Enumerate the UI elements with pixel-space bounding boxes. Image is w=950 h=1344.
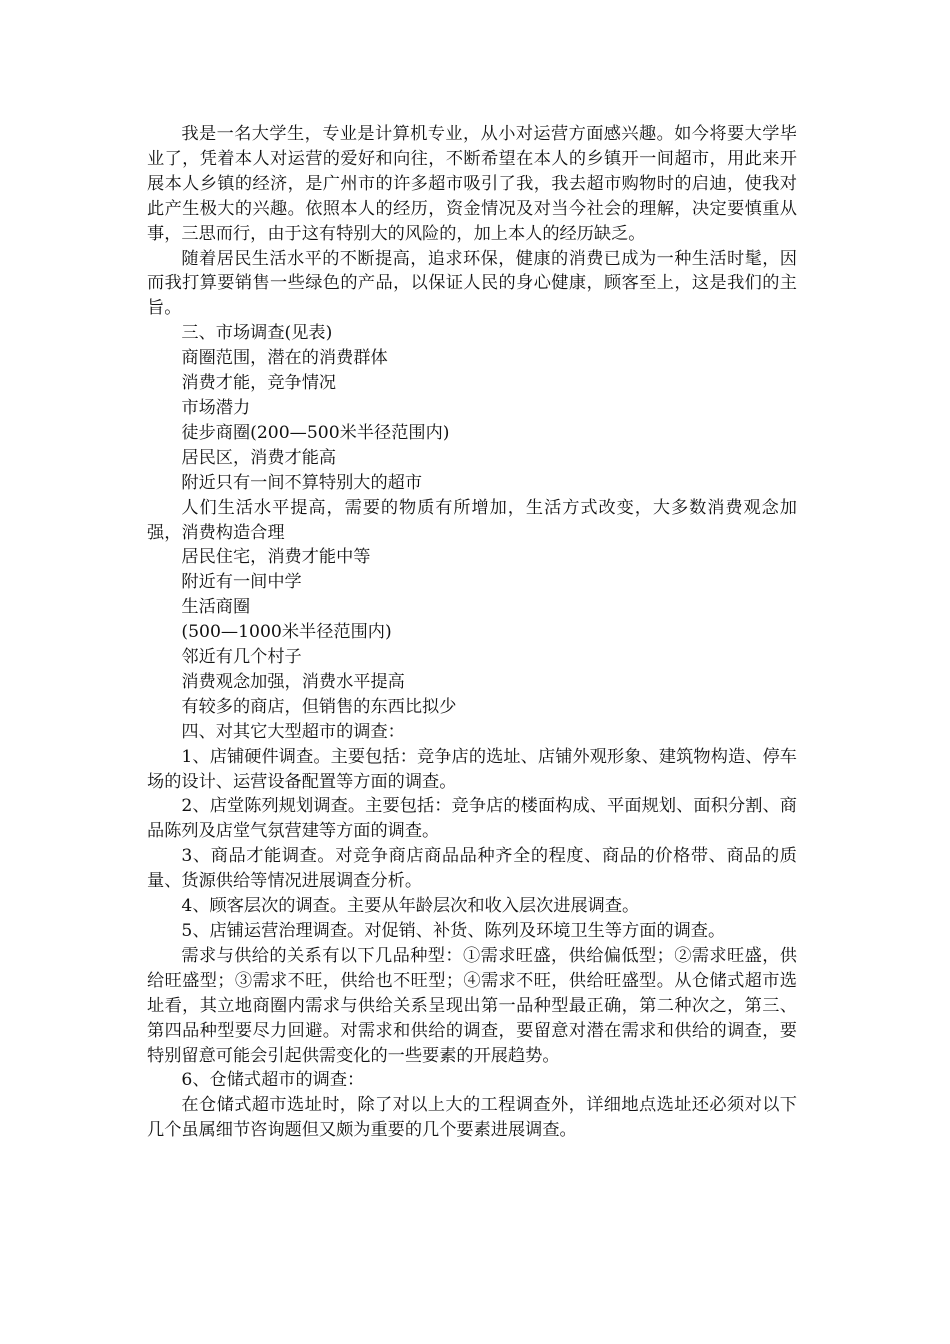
paragraph: 在仓储式超市选址时，除了对以上大的工程调查外，详细地点选址还必须对以下几个虽属细节咨询题但又颇为重要的几个要素进展调查。 <box>147 1095 797 1141</box>
paragraph: 邻近有几个村子 <box>181 647 302 668</box>
paragraph: 需求与供给的关系有以下几品种型：①需求旺盛，供给偏低型；②需求旺盛，供给旺盛型；③需求不旺，供给也不旺型；④需求不旺，供给旺盛型。从仓储式超市选址看，其立地商圈内需求与供给关系呈现出第一品种型最正确，第二种次之，第三、第四品种型要尽力回避。对需求和供给的调查，要留意对潜在需求和供给的调查，要特别留意可能会引起供需变化的一些要素的开展趋势。 <box>147 945 797 1066</box>
document-body <box>147 122 797 1143</box>
paragraph: 人们生活水平提高，需要的物质有所增加，生活方式改变，大多数消费观念加强，消费构造合理 <box>147 497 797 543</box>
paragraph: 附近只有一间不算特别大的超市 <box>181 472 423 493</box>
paragraph: 有较多的商店，但销售的东西比拟少 <box>181 696 457 717</box>
paragraph: 市场潜力 <box>181 397 251 418</box>
paragraph: 居民区，消费才能高 <box>181 447 337 468</box>
list-item: 5、店铺运营治理调查。对促销、补货、陈列及环境卫生等方面的调查。 <box>181 921 726 941</box>
list-item: 1、店铺硬件调查。主要包括：竞争店的选址、店铺外观形象、建筑物构造、停车场的设计、运营设备配置等方面的调查。 <box>147 746 797 792</box>
paragraph: 生活商圈 <box>181 597 251 618</box>
paragraph: 徒步商圈(200—500米半径范围内) <box>181 422 450 443</box>
list-item: 6、仓储式超市的调查： <box>181 1070 365 1091</box>
paragraph: 附近有一间中学 <box>181 572 302 593</box>
section-heading: 四、对其它大型超市的调查： <box>181 721 405 742</box>
list-item: 2、店堂陈列规划调查。主要包括：竞争店的楼面构成、平面规划、面积分割、商品陈列及店堂气氛营建等方面的调查。 <box>147 796 797 842</box>
paragraph: 居民住宅，消费才能中等 <box>181 547 371 568</box>
paragraph: 消费才能，竞争情况 <box>181 373 337 394</box>
paragraph: 我是一名大学生，专业是计算机专业，从小对运营方面感兴趣。如今将要大学毕业了，凭着本人对运营的爱好和向往，不断希望在本人的乡镇开一间超市，用此来开展本人乡镇的经济，是广州市的许多超市吸引了我，我去超市购物时的启迪，使我对此产生极大的兴趣。依照本人的经历，资金情况及对当今社会的理解，决定要慎重从事，三思而行，由于这有特别大的风险的，加上本人的经历缺乏。 <box>147 124 797 244</box>
section-heading: 三、市场调查(见表) <box>181 323 333 344</box>
paragraph: 消费观念加强，消费水平提高 <box>181 671 405 692</box>
list-item: 3、商品才能调查。对竞争商店商品品种齐全的程度、商品的价格带、商品的质量、货源供给等情况进展调查分析。 <box>147 846 797 892</box>
list-item: 4、顾客层次的调查。主要从年龄层次和收入层次进展调查。 <box>181 896 640 917</box>
paragraph: 随着居民生活水平的不断提高，追求环保，健康的消费已成为一种生活时髦，因而我打算要销售一些绿色的产品，以保证人民的身心健康，顾客至上，这是我们的主旨。 <box>147 248 797 319</box>
paragraph: 商圈范围，潜在的消费群体 <box>181 348 388 369</box>
paragraph: (500—1000米半径范围内) <box>181 622 392 643</box>
